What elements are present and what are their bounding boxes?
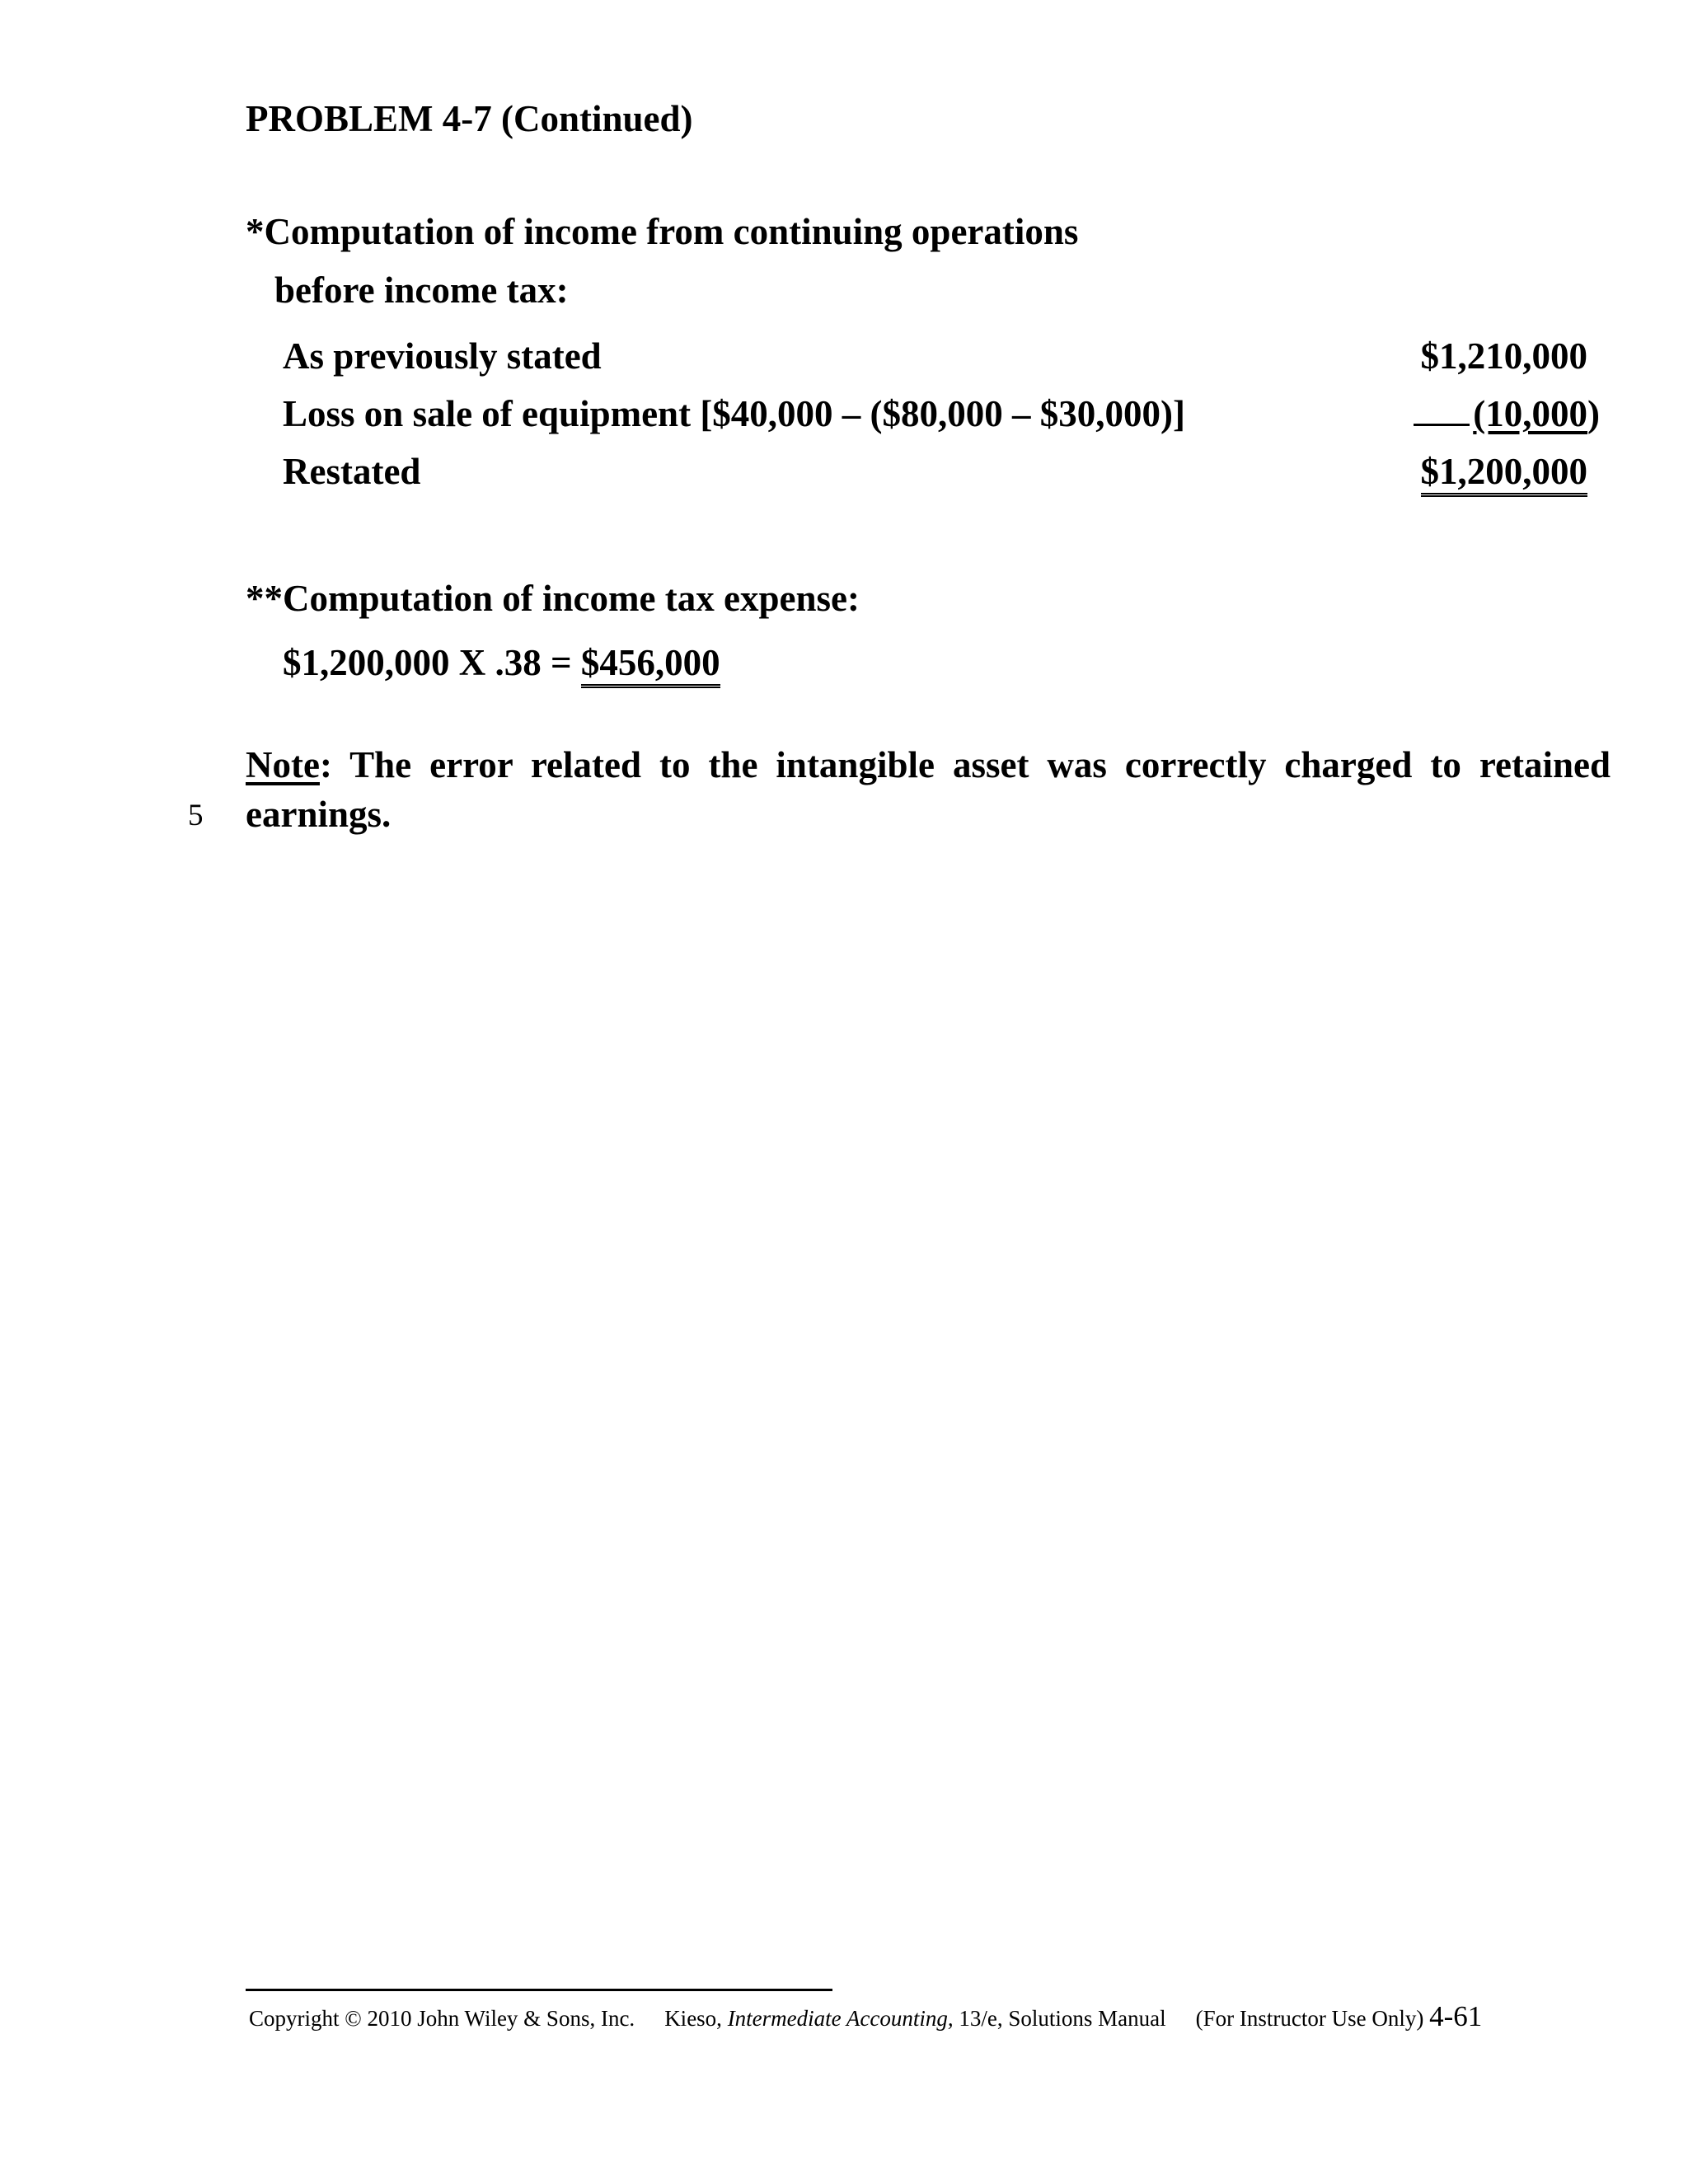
section-income-subtitle: before income tax:	[274, 269, 569, 311]
section-income-title: *Computation of income from continuing operations	[246, 211, 1079, 252]
amount-close-paren: )	[1587, 393, 1600, 434]
amount-value: (10,000	[1473, 393, 1587, 434]
footer-page-number: 4-61	[1429, 2000, 1483, 2032]
footer-copyright: Copyright © 2010 John Wiley & Sons, Inc.	[249, 2006, 635, 2031]
row-amount-restated	[1421, 450, 1588, 493]
underline-leader	[1414, 396, 1470, 426]
calc-result: $456,000	[581, 642, 720, 688]
row-amount-loss-on-sale	[1414, 392, 1600, 435]
note-text: : The error related to the intangible asset was correctly charged to retained earnings.	[246, 744, 1611, 835]
page-heading: PROBLEM 4-7 (Continued)	[246, 98, 693, 139]
amount-value-wrapper	[1473, 392, 1600, 435]
footer-book-author: Kieso,	[664, 2006, 728, 2031]
line-number: 5	[188, 799, 204, 832]
tax-calculation	[283, 641, 720, 684]
row-label-previously-stated: As previously stated	[283, 335, 602, 377]
page-footer	[249, 2000, 1482, 2033]
amount-value: $1,200,000	[1421, 451, 1588, 497]
note-label: Note	[246, 744, 320, 785]
row-label-restated: Restated	[283, 451, 421, 492]
footer-rule	[246, 1989, 832, 1991]
footer-book-title: Intermediate Accounting,	[727, 2006, 954, 2031]
row-label-loss-on-sale: Loss on sale of equipment [$40,000 – ($80,000 – $30,000)]	[283, 393, 1186, 434]
calc-expression: $1,200,000 X .38 =	[283, 642, 581, 683]
amount-value: $1,210,000	[1420, 335, 1587, 377]
footer-usage: (For Instructor Use Only)	[1195, 2006, 1424, 2031]
footer-book-edition: 13/e, Solutions Manual	[953, 2006, 1166, 2031]
note-paragraph	[246, 740, 1611, 839]
section-tax-title: **Computation of income tax expense:	[246, 578, 860, 619]
row-amount-previously-stated	[1421, 335, 1588, 377]
